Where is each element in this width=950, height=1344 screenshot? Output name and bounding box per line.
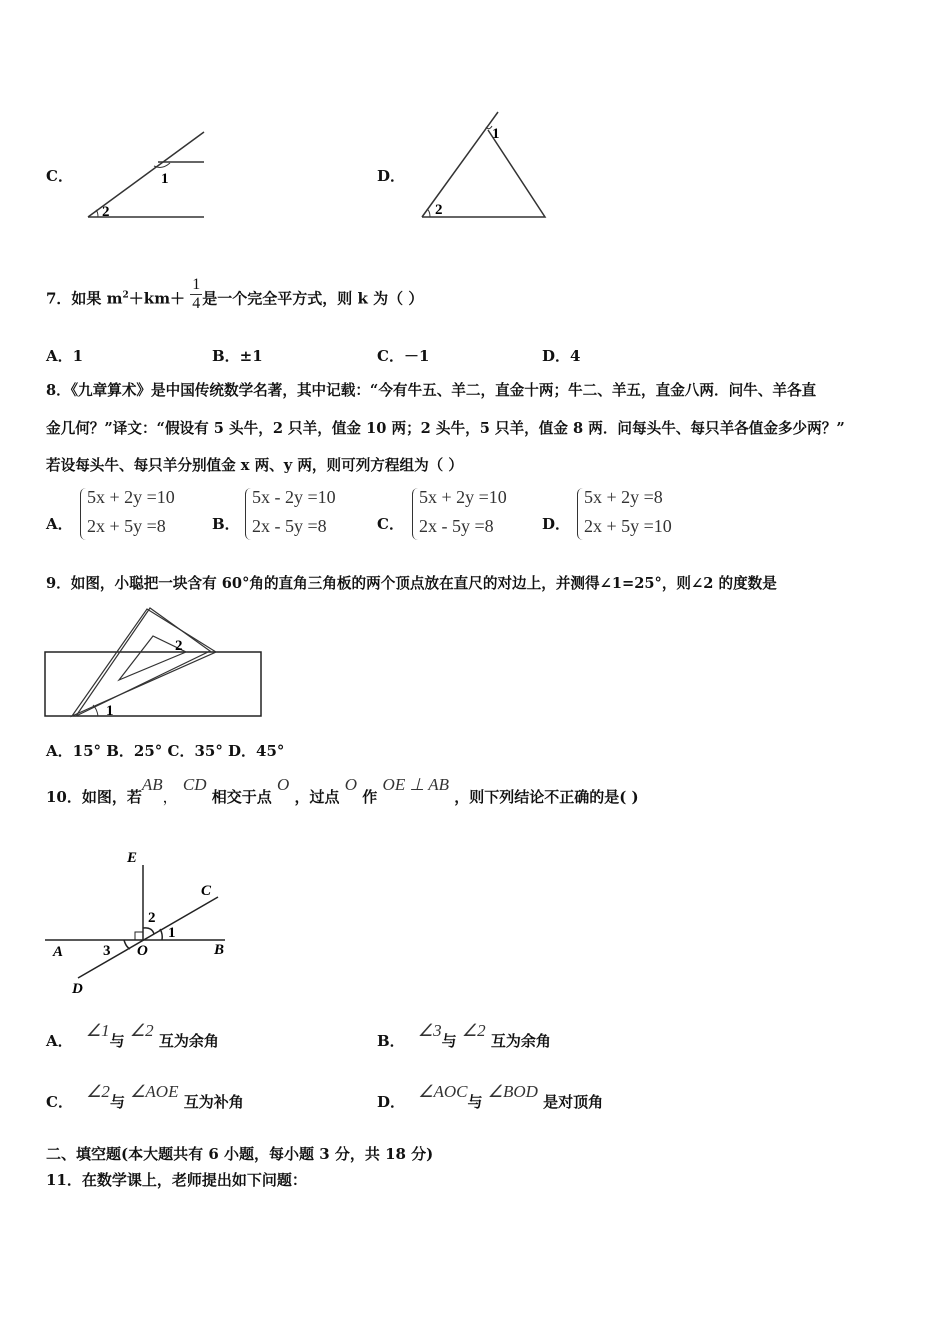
q10-option-b bbox=[377, 1021, 551, 1051]
q8-option-c-label: C． bbox=[377, 515, 404, 533]
q8-line-3: 若设每头牛、每只羊分别值金 x 两、y 两，则可列方程组为（ ） bbox=[46, 457, 463, 474]
math: ∠AOC bbox=[418, 1082, 468, 1101]
math: ∠2 bbox=[86, 1082, 110, 1101]
q10-text: ，则下列结论不正确的是( ) bbox=[454, 788, 639, 806]
q7-text: 是一个完全平方式，则 k 为（ ） bbox=[202, 289, 424, 308]
q8-option-a-label: A． bbox=[46, 515, 73, 533]
option-label: C． bbox=[46, 1093, 73, 1111]
math-oe-perp-ab: OE ⊥ AB bbox=[382, 775, 449, 794]
fraction-denominator: 4 bbox=[192, 295, 201, 312]
q7-text: ＋km＋ bbox=[128, 289, 186, 308]
q10-text: 相交于点 bbox=[211, 788, 272, 806]
question-7 bbox=[46, 276, 424, 313]
option-text: 是对顶角 bbox=[543, 1093, 604, 1111]
angle-2-label: 2 bbox=[102, 204, 110, 220]
brace bbox=[577, 488, 583, 540]
q10-option-d bbox=[377, 1082, 604, 1112]
equation: 2x - 5y =8 bbox=[252, 516, 327, 536]
option-text: 互为余角 bbox=[158, 1032, 219, 1050]
fraction-numerator: 1 bbox=[192, 276, 201, 293]
angle-1-label: 1 bbox=[168, 925, 176, 941]
label-e: E bbox=[127, 850, 138, 866]
math: ∠1 bbox=[85, 1021, 110, 1040]
exponent: 2 bbox=[122, 290, 129, 301]
angle-2-label: 2 bbox=[148, 910, 156, 926]
option-label: D． bbox=[377, 1093, 406, 1111]
option-text: 互为补角 bbox=[183, 1093, 244, 1111]
equation: 2x + 5y =8 bbox=[87, 516, 166, 536]
equation: 5x + 2y =10 bbox=[419, 487, 507, 507]
label-o: O bbox=[137, 943, 148, 959]
q10-option-a bbox=[46, 1021, 219, 1051]
math: ∠2 bbox=[461, 1021, 486, 1040]
label-c: C bbox=[201, 883, 212, 899]
fraction bbox=[190, 276, 202, 313]
option-text: 与 bbox=[441, 1032, 457, 1050]
math: ∠2 bbox=[129, 1021, 154, 1040]
label-a: A bbox=[53, 944, 64, 960]
q7-option-b: B．±1 bbox=[212, 347, 263, 365]
equation: 5x + 2y =8 bbox=[584, 487, 663, 507]
option-label: A． bbox=[46, 1032, 73, 1050]
q10-text: ，过点 bbox=[294, 788, 340, 806]
option-text: 与 bbox=[467, 1093, 483, 1111]
section-heading: 二、填空题(本大题共有 6 小题，每小题 3 分，共 18 分) bbox=[46, 1145, 434, 1163]
math: ∠AOE bbox=[130, 1082, 179, 1101]
option-text: 互为余角 bbox=[490, 1032, 551, 1050]
math-ab: AB bbox=[141, 775, 163, 794]
q10-text: 作 bbox=[362, 788, 378, 806]
q6-option-c: C． bbox=[46, 167, 73, 185]
option-label: B． bbox=[377, 1032, 405, 1050]
q8-line-2: 金几何？”译文：“假设有 5 头牛，2 只羊，值金 10 两；2 头牛，5 只羊，值金 8 两．问每头牛、每只羊各值金多少两？” bbox=[46, 420, 845, 437]
angle-2-label: 2 bbox=[175, 638, 183, 654]
angle-3-label: 3 bbox=[103, 943, 111, 959]
equation: 5x - 2y =10 bbox=[252, 487, 336, 507]
q10-option-c bbox=[46, 1082, 244, 1112]
brace bbox=[245, 488, 251, 540]
q8-option-b-label: B． bbox=[212, 515, 240, 533]
angle-1-label: 1 bbox=[492, 126, 500, 142]
label-d: D bbox=[72, 981, 83, 997]
math: ∠BOD bbox=[487, 1082, 538, 1101]
q10-text: 10．如图，若 bbox=[46, 788, 142, 806]
q6-option-d: D． bbox=[377, 167, 406, 185]
angle-1-label: 1 bbox=[106, 703, 114, 719]
equation: 5x + 2y =10 bbox=[87, 487, 175, 507]
q7-option-a: A．1 bbox=[46, 347, 84, 365]
brace bbox=[412, 488, 418, 540]
q9-options: A．15° B．25° C．35° D．45° bbox=[46, 742, 285, 760]
math-o: O bbox=[277, 775, 290, 794]
angle-1-label: 1 bbox=[161, 171, 169, 187]
q8-line-1: 8．《九章算术》是中国传统数学名著，其中记载：“今有牛五、羊二，直金十两；牛二、羊五，直金八两．问牛、羊各直 bbox=[46, 382, 817, 399]
question-10 bbox=[46, 775, 639, 807]
equation: 2x + 5y =10 bbox=[584, 516, 672, 536]
question-11: 11．在数学课上，老师提出如下问题： bbox=[46, 1171, 307, 1189]
label-b: B bbox=[214, 942, 225, 958]
q7-text: 7．如果 m bbox=[46, 289, 123, 308]
q9-text: 9．如图，小聪把一块含有 60°角的直角三角板的两个顶点放在直尺的对边上，并测得∠1=25°，则∠2 的度数是 bbox=[46, 575, 777, 592]
math-o: O bbox=[344, 775, 358, 794]
q7-option-c: C．－1 bbox=[377, 347, 430, 365]
brace bbox=[80, 488, 86, 540]
math-cd: CD bbox=[182, 775, 207, 794]
q7-option-d: D．4 bbox=[542, 347, 581, 365]
angle-2-label: 2 bbox=[435, 202, 443, 218]
equation: 2x - 5y =8 bbox=[419, 516, 494, 536]
option-text: 与 bbox=[109, 1032, 125, 1050]
math: ∠3 bbox=[417, 1021, 442, 1040]
q10-text: ， bbox=[162, 788, 178, 806]
q8-option-d-label: D． bbox=[542, 515, 571, 533]
option-text: 与 bbox=[109, 1093, 125, 1111]
